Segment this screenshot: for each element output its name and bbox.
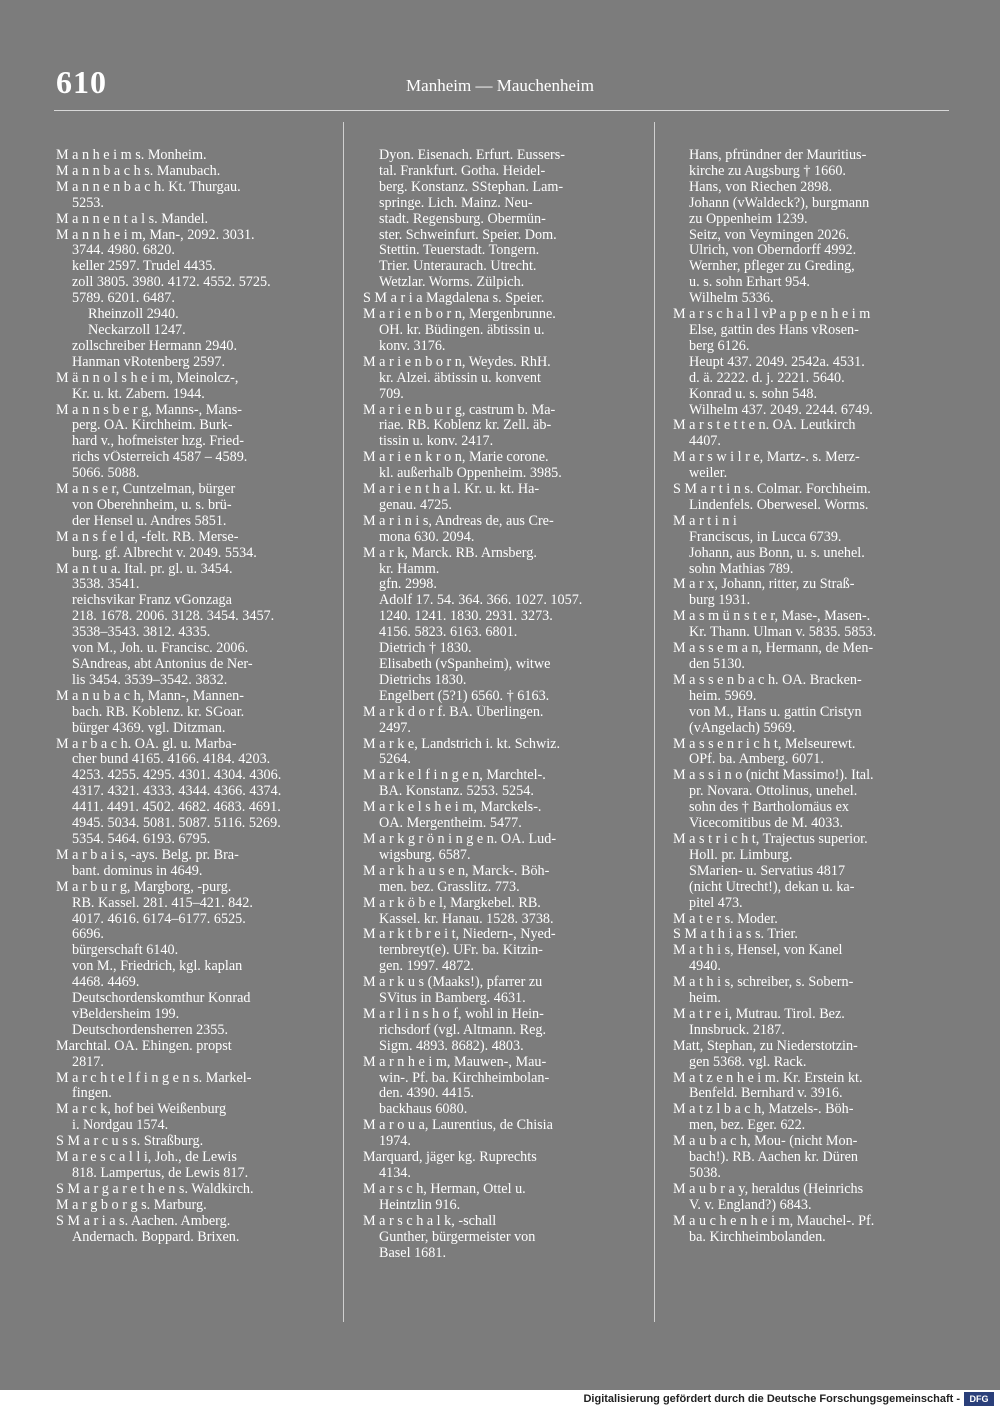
- index-entry-head: M a n s e r, Cuntzelman, bürger: [56, 482, 236, 498]
- index-entry-line: springe. Lich. Mainz. Neu-: [379, 195, 533, 211]
- index-entry-head: M a r k d o r f. BA. Überlingen.: [363, 704, 544, 720]
- index-entry-line: heim. 5969.: [689, 688, 757, 704]
- index-entry-line: (nicht Utrecht!), dekan u. ka-: [689, 879, 855, 895]
- index-entry-line: 4945. 5034. 5081. 5087. 5116. 5269.: [72, 816, 281, 832]
- index-entry-line: Hans, von Riechen 2898.: [689, 179, 833, 195]
- index-entry-line: 4407.: [689, 434, 721, 450]
- footer-credit: Digitalisierung gefördert durch die Deutsche Forschungsgemeinschaft -: [583, 1393, 960, 1405]
- index-entry-line: kr. Hamm.: [379, 561, 440, 577]
- index-entry-line: Basel 1681.: [379, 1245, 446, 1261]
- index-entry-line: burg 1931.: [689, 593, 751, 609]
- index-entry-head: M a u b r a y, heraldus (Heinrichs: [673, 1181, 864, 1197]
- index-entry-head: S M a r t i n s. Colmar. Forchheim.: [673, 482, 871, 498]
- index-entry-head: M a t z l b a c h, Matzels-. Böh-: [673, 1102, 854, 1118]
- index-entry-head: M a r c h t e l f i n g e n s. Markel-: [56, 1070, 252, 1086]
- index-entry-line: bach. RB. Koblenz. kr. SGoar.: [72, 704, 245, 720]
- index-entry-line: backhaus 6080.: [379, 1102, 468, 1118]
- index-entry-head: M a u b a c h, Mou- (nicht Mon-: [673, 1134, 858, 1150]
- index-entry-line: cher bund 4165. 4166. 4184. 4203.: [72, 752, 271, 768]
- index-entry-head: M a s s e m a n, Hermann, de Men-: [673, 641, 874, 657]
- index-entry-line: 818. Lampertus, de Lewis 817.: [72, 1166, 249, 1181]
- index-entry-line: V. v. England?) 6843.: [689, 1197, 812, 1213]
- index-entry-head: M a t e r s. Moder.: [673, 911, 778, 927]
- column-rule-right: [654, 122, 655, 1322]
- index-entry-head: M a r s w i l r e, Martz-. s. Merz-: [673, 450, 860, 466]
- index-entry-line: Dietrichs 1830.: [379, 672, 467, 688]
- index-entry-line: SAndreas, abt Antonius de Ner-: [72, 657, 253, 672]
- index-entry-head: M a r k e l s h e i m, Marckels-.: [363, 800, 542, 816]
- index-entry-line: wigsburg. 6587.: [379, 847, 471, 863]
- index-entry-line: bürgerschaft 6140.: [72, 943, 179, 959]
- index-entry-line: 5789. 6201. 6487.: [72, 291, 175, 307]
- index-entry-line: bant. dominus in 4649.: [72, 863, 203, 879]
- index-entry-line: sohn Mathias 789.: [689, 561, 794, 577]
- index-entry-head: S M a r i a Magdalena s. Speier.: [363, 291, 545, 307]
- index-entry-line: 4411. 4491. 4502. 4682. 4683. 4691.: [72, 800, 281, 816]
- index-entry-head: M a r c k, hof bei Weißenburg: [56, 1102, 227, 1118]
- index-entry-line: 4134.: [379, 1166, 411, 1181]
- index-entry-line: Innsbruck. 2187.: [689, 1022, 785, 1038]
- index-entry-line: der Hensel u. Andres 5851.: [72, 513, 227, 529]
- index-entry-head: M a s m ü n s t e r, Mase-, Masen-.: [673, 609, 871, 625]
- index-entry-head: M a r i e n b o r n, Mergenbrunne.: [363, 307, 556, 323]
- index-entry-line: 5066. 5088.: [72, 466, 140, 482]
- index-entry-line: Elisabeth (vSpanheim), witwe: [379, 657, 551, 672]
- index-entry-line: men, bez. Eger. 622.: [689, 1118, 806, 1134]
- index-entry-line: kr. Alzei. äbtissin u. konvent: [379, 370, 541, 386]
- index-entry-line: Sigm. 4893. 8682). 4803.: [379, 1038, 524, 1054]
- index-entry-line: Johann, aus Bonn, u. s. unehel.: [689, 545, 865, 561]
- index-entry-head: M a r k, Marck. RB. Arnsberg.: [363, 545, 537, 561]
- index-entry-head: M a r k u s (Maaks!), pfarrer zu: [363, 975, 543, 991]
- index-entry-head: M a n h e i m s. Monheim.: [56, 148, 207, 163]
- index-entry-head: M a n n s b e r g, Manns-, Mans-: [56, 402, 242, 418]
- index-entry-line: bürger 4369. vgl. Ditzman.: [72, 720, 226, 736]
- index-entry-line: von M., Joh. u. Francisc. 2006.: [72, 641, 249, 657]
- index-entry-line: keller 2597. Trudel 4435.: [72, 259, 216, 275]
- index-entry-line: kl. außerhalb Oppenheim. 3985.: [379, 466, 562, 482]
- index-entry-line: Kr. u. kt. Zabern. 1944.: [72, 386, 205, 402]
- index-entry-line: Rheinzoll 2940.: [88, 307, 179, 323]
- index-entry-line: pr. Novara. Ottolinus, unehel.: [689, 784, 858, 800]
- index-entry-line: richs vÖsterreich 4587 – 4589.: [72, 450, 248, 466]
- index-entry-head: M a s s i n o (nicht Massimo!). Ital.: [673, 768, 874, 784]
- index-entry-line: SMarien- u. Servatius 4817: [689, 863, 846, 879]
- index-entry-line: u. s. sohn Erhart 954.: [689, 275, 810, 291]
- index-entry-line: burg. gf. Albrecht v. 2049. 5534.: [72, 545, 257, 561]
- index-entry-line: lis 3454. 3539–3542. 3832.: [72, 672, 228, 688]
- index-entry-head: M a r n h e i m, Mauwen-, Mau-: [363, 1054, 547, 1070]
- index-entry-line: Deutschordensherren 2355.: [72, 1022, 229, 1038]
- index-entry-line: zollschreiber Hermann 2940.: [72, 338, 238, 354]
- dfg-logo: DFG: [964, 1392, 994, 1406]
- index-entry-head: M a r g b o r g s. Marburg.: [56, 1197, 207, 1213]
- index-entry-line: ba. Kirchheimbolanden.: [689, 1229, 826, 1245]
- index-entry-head: M a r k ö b e l, Margkebel. RB.: [363, 895, 541, 911]
- index-entry-line: Else, gattin des Hans vRosen-: [689, 322, 859, 338]
- index-entry-head: M a r i n i s, Andreas de, aus Cre-: [363, 513, 554, 529]
- index-entry-line: Holl. pr. Limburg.: [689, 847, 793, 863]
- index-entry-line: sohn des † Bartholomäus ex: [689, 800, 849, 816]
- index-entry-head: M a u c h e n h e i m, Mauchel-. Pf.: [673, 1213, 875, 1229]
- index-entry-line: 5264.: [379, 752, 411, 768]
- index-entry-head: M a n n h e i m, Man-, 2092. 3031.: [56, 227, 255, 243]
- index-entry-line: Hanman vRotenberg 2597.: [72, 354, 226, 370]
- index-entry-line: 709.: [379, 386, 404, 402]
- index-entry-line: 2817.: [72, 1054, 104, 1070]
- index-entry-line: 2497.: [379, 720, 411, 736]
- index-entry-line: fingen.: [72, 1086, 112, 1102]
- index-entry-line: Franciscus, in Lucca 6739.: [689, 529, 842, 545]
- index-entry-line: kirche zu Augsburg † 1660.: [689, 163, 846, 179]
- index-entry-line: Hans, pfründner der Mauritius-: [689, 148, 867, 163]
- index-entry-head: M a n t u a. Ital. pr. gl. u. 3454.: [56, 561, 233, 577]
- index-entry-line: Wetzlar. Worms. Zülpich.: [379, 275, 525, 291]
- index-entry-head: M a r s c h a l l vP a p p e n h e i m: [673, 307, 871, 323]
- index-entry-line: 3538–3543. 3812. 4335.: [72, 625, 211, 641]
- index-entry-line: men. bez. Grasslitz. 773.: [379, 879, 520, 895]
- index-entry-line: zoll 3805. 3980. 4172. 4552. 5725.: [72, 275, 271, 291]
- index-entry-line: gen 5368. vgl. Rack.: [689, 1054, 807, 1070]
- index-entry-head: M a r k g r ö n i n g e n. OA. Lud-: [363, 831, 557, 847]
- index-entry-line: Gunther, bürgermeister von: [379, 1229, 536, 1245]
- index-entry-head: M a r l i n s h o f, wohl in Hein-: [363, 1006, 544, 1022]
- index-entry-line: Wilhelm 437. 2049. 2244. 6749.: [689, 402, 873, 418]
- index-entry-line: Adolf 17. 54. 364. 366. 1027. 1057.: [379, 593, 583, 609]
- index-entry-line: 3744. 4980. 6820.: [72, 243, 175, 259]
- index-entry-line: ster. Schweinfurt. Speier. Dom.: [379, 227, 557, 243]
- index-entry-line: Neckarzoll 1247.: [88, 322, 186, 338]
- index-entry-line: von M., Friedrich, kgl. kaplan: [72, 959, 243, 975]
- index-entry-line: riae. RB. Koblenz kr. Zell. äb-: [379, 418, 552, 434]
- index-entry-line: OPf. ba. Amberg. 6071.: [689, 752, 824, 768]
- footer-bar: [0, 1390, 1000, 1409]
- index-entry-head: Marchtal. OA. Ehingen. propst: [56, 1038, 232, 1054]
- index-entry-line: Dietrich † 1830.: [379, 641, 472, 657]
- index-entry-head: M a n s f e l d, -felt. RB. Merse-: [56, 529, 239, 545]
- index-entry-head: M a t h i s, Hensel, von Kanel: [673, 943, 843, 959]
- index-entry-line: 4156. 5823. 6163. 6801.: [379, 625, 518, 641]
- page-number: 610: [56, 64, 107, 100]
- index-entry-line: gfn. 2998.: [379, 577, 437, 593]
- index-entry-head: M a r b a c h. OA. gl. u. Marba-: [56, 736, 237, 752]
- index-entry-line: 4317. 4321. 4333. 4344. 4366. 4374.: [72, 784, 282, 800]
- index-entry-head: M ä n n o l s h e i m, Meinolcz-,: [56, 370, 239, 386]
- index-entry-line: win-. Pf. ba. Kirchheimbolan-: [379, 1070, 550, 1086]
- index-entry-line: 4253. 4255. 4295. 4301. 4304. 4306.: [72, 768, 282, 784]
- index-entry-line: Heupt 437. 2049. 2542a. 4531.: [689, 354, 865, 370]
- index-entry-line: genau. 4725.: [379, 497, 452, 513]
- index-entry-head: M a s s e n r i c h t, Melseurewt.: [673, 736, 856, 752]
- index-entry-line: den. 4390. 4415.: [379, 1086, 474, 1102]
- index-entry-line: d. ä. 2222. d. j. 2221. 5640.: [689, 370, 845, 386]
- index-entry-line: mona 630. 2094.: [379, 529, 475, 545]
- index-entry-line: Lindenfels. Oberwesel. Worms.: [689, 497, 869, 513]
- index-entry-head: S M a t h i a s s. Trier.: [673, 927, 798, 943]
- index-entry-head: M a r k e, Landstrich i. kt. Schwiz.: [363, 736, 561, 752]
- index-entry-line: Ulrich, von Oberndorff 4992.: [689, 243, 857, 259]
- index-entry-line: 5253.: [72, 195, 104, 211]
- index-entry-line: SVitus in Bamberg. 4631.: [379, 991, 526, 1007]
- running-head: Manheim — Mauchenheim: [406, 76, 594, 95]
- index-entry-line: 1240. 1241. 1830. 2931. 3273.: [379, 609, 553, 625]
- column-left: [56, 148, 324, 1246]
- index-entry-line: Dyon. Eisenach. Erfurt. Eussers-: [379, 148, 565, 163]
- index-entry-head: M a r i e n b o r n, Weydes. RhH.: [363, 354, 551, 370]
- index-entry-line: reichsvikar Franz vGonzaga: [72, 593, 232, 609]
- index-entry-line: tissin u. konv. 2417.: [379, 434, 494, 450]
- index-entry-head: M a r i e n k r o n, Marie corone.: [363, 450, 549, 466]
- index-entry-line: berg 6126.: [689, 338, 750, 354]
- index-entry-head: M a r i e n b u r g, castrum b. Ma-: [363, 402, 556, 418]
- index-entry-head: M a r e s c a l l i, Joh., de Lewis: [56, 1150, 237, 1166]
- index-entry-line: 4940.: [689, 959, 721, 975]
- index-entry-line: Seitz, von Veymingen 2026.: [689, 227, 850, 243]
- index-entry-line: Engelbert (5?1) 6560. † 6163.: [379, 688, 550, 704]
- index-entry-line: von M., Hans u. gattin Cristyn: [689, 704, 862, 720]
- index-entry-line: vBeldersheim 199.: [72, 1006, 180, 1022]
- index-entry-head: M a n n e n t a l s. Mandel.: [56, 211, 209, 227]
- index-entry-line: den 5130.: [689, 657, 745, 672]
- index-entry-head: M a r k t b r e i t, Niedern-, Nyed-: [363, 927, 556, 943]
- index-entry-line: Wilhelm 5336.: [689, 291, 774, 307]
- index-entry-head: M a r s c h, Herman, Ottel u.: [363, 1181, 526, 1197]
- index-entry-head: S M a r g a r e t h e n s. Waldkirch.: [56, 1181, 254, 1197]
- index-entry-line: BA. Konstanz. 5253. 5254.: [379, 784, 534, 800]
- index-entry-line: bach!). RB. Aachen kr. Düren: [689, 1150, 859, 1166]
- index-entry-line: OA. Mergentheim. 5477.: [379, 816, 522, 832]
- index-entry-head: M a r s c h a l k, -schall: [363, 1213, 497, 1229]
- index-entry-head: M a r s t e t t e n. OA. Leutkirch: [673, 418, 856, 434]
- index-entry-line: RB. Kassel. 281. 415–421. 842.: [72, 895, 253, 911]
- index-entry-head: M a t r e i, Mutrau. Tirol. Bez.: [673, 1006, 845, 1022]
- index-entry-line: Heintzlin 916.: [379, 1197, 461, 1213]
- index-entry-line: gen. 1997. 4872.: [379, 959, 474, 975]
- index-entry-line: 6696.: [72, 927, 104, 943]
- index-entry-head: M a r t i n i: [673, 513, 737, 529]
- column-right: [673, 148, 945, 1246]
- index-entry-head: M a t z e n h e i m. Kr. Erstein kt.: [673, 1070, 863, 1086]
- index-entry-head: S M a r i a s. Aachen. Amberg.: [56, 1213, 231, 1229]
- index-entry-head: M a s s e n b a c h. OA. Bracken-: [673, 672, 862, 688]
- index-entry-line: Kassel. kr. Hanau. 1528. 3738.: [379, 911, 554, 927]
- index-entry-head: M a t h i s, schreiber, s. Sobern-: [673, 975, 854, 991]
- index-entry-line: von Oberehnheim, u. s. brü-: [72, 497, 232, 513]
- index-entry-line: (vAngelach) 5969.: [689, 720, 796, 736]
- index-entry-line: 218. 1678. 2006. 3128. 3454. 3457.: [72, 609, 275, 625]
- index-entry-line: Trier. Unteraurach. Utrecht.: [379, 259, 537, 275]
- index-entry-line: Kr. Thann. Ulman v. 5835. 5853.: [689, 625, 877, 641]
- index-entry-head: M a r b u r g, Margborg, -purg.: [56, 879, 232, 895]
- index-entry-line: konv. 3176.: [379, 338, 446, 354]
- index-entry-head: M a r k h a u s e n, Marck-. Böh-: [363, 863, 550, 879]
- index-entry-line: 3538. 3541.: [72, 577, 140, 593]
- index-entry-head: M a r x, Johann, ritter, zu Straß-: [673, 577, 855, 593]
- index-entry-line: Andernach. Boppard. Brixen.: [72, 1229, 240, 1245]
- index-entry-line: berg. Konstanz. SStephan. Lam-: [379, 179, 564, 195]
- index-entry-line: Deutschordenskomthur Konrad: [72, 991, 251, 1007]
- index-entry-line: Johann (vWaldeck?), burgmann: [689, 195, 870, 211]
- index-entry-head: M a n u b a c h, Mann-, Mannen-: [56, 688, 244, 704]
- header-rule: [54, 110, 949, 111]
- index-entry-head: M a s t r i c h t, Trajectus superior.: [673, 831, 868, 847]
- index-entry-line: zu Oppenheim 1239.: [689, 211, 808, 227]
- index-entry-line: richsdorf (vgl. Altmann. Reg.: [379, 1022, 547, 1038]
- index-entry-line: 5038.: [689, 1166, 721, 1181]
- index-entry-line: Stettin. Teuerstadt. Tongern.: [379, 243, 540, 259]
- index-entry-line: pitel 473.: [689, 895, 743, 911]
- index-entry-line: ternbreyt(e). UFr. ba. Kitzin-: [379, 943, 543, 959]
- index-entry-head: M a r b a i s, -ays. Belg. pr. Bra-: [56, 847, 239, 863]
- index-entry-head: Matt, Stephan, zu Niederstotzin-: [673, 1038, 858, 1054]
- index-entry-line: weiler.: [689, 466, 728, 482]
- column-rule-left: [343, 122, 344, 1322]
- index-entry-line: 4468. 4469.: [72, 975, 140, 991]
- index-entry-line: hard v., hofmeister hzg. Fried-: [72, 434, 245, 450]
- index-entry-head: M a r i e n t h a l. Kr. u. kt. Ha-: [363, 482, 540, 498]
- index-entry-line: i. Nordgau 1574.: [72, 1118, 169, 1134]
- index-entry-head: Marquard, jäger kg. Ruprechts: [363, 1150, 537, 1166]
- index-entry-line: Wernher, pfleger zu Greding,: [689, 259, 855, 275]
- index-entry-line: tal. Frankfurt. Gotha. Heidel-: [379, 163, 546, 179]
- index-entry-line: Benfeld. Bernhard v. 3916.: [689, 1086, 843, 1102]
- index-entry-head: S M a r c u s s. Straßburg.: [56, 1134, 204, 1150]
- index-entry-line: 1974.: [379, 1134, 411, 1150]
- index-entry-line: heim.: [689, 991, 721, 1007]
- index-entry-head: M a n n b a c h s. Manubach.: [56, 163, 221, 179]
- index-entry-line: 5354. 5464. 6193. 6795.: [72, 831, 211, 847]
- index-entry-head: M a r k e l f i n g e n, Marchtel-.: [363, 768, 546, 784]
- index-entry-line: Konrad u. s. sohn 548.: [689, 386, 818, 402]
- index-entry-line: OH. kr. Büdingen. äbtissin u.: [379, 322, 545, 338]
- column-middle: [363, 148, 637, 1261]
- index-entry-head: M a n n e n b a c h. Kt. Thurgau.: [56, 179, 241, 195]
- index-entry-head: M a r o u a, Laurentius, de Chisia: [363, 1118, 553, 1134]
- index-entry-line: stadt. Regensburg. Obermün-: [379, 211, 546, 227]
- index-entry-line: perg. OA. Kirchheim. Burk-: [72, 418, 233, 434]
- index-entry-line: 4017. 4616. 6174–6177. 6525.: [72, 911, 246, 927]
- index-entry-line: Vicecomitibus de M. 4033.: [689, 816, 844, 832]
